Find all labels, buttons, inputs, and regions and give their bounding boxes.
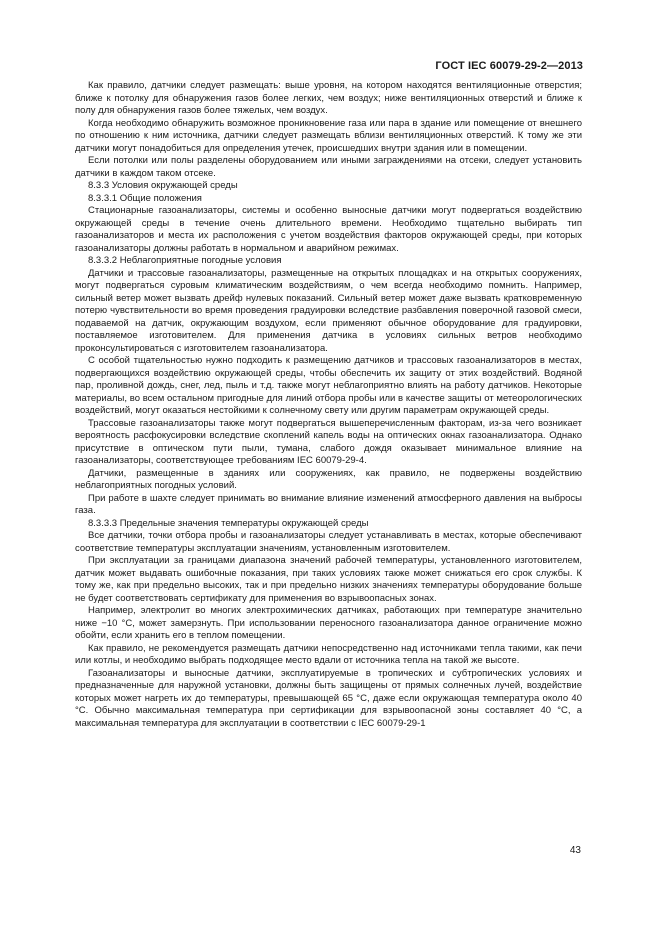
paragraph-external-ingress: Когда необходимо обнаружить возможное проникновение газа или пара в здание или помещение от внешнего по отношению к ним источника, датчики следует размещать вблизи вентиляционных отверстий. К тому же эти датчики могут понадобиться для определения утечек, происшедших внутри здания или в помещении. <box>75 117 582 154</box>
page-number: 43 <box>569 845 581 856</box>
section-heading-8-3-3-2: 8.3.3.2 Неблагоприятные погодные условия <box>88 255 282 266</box>
paragraph-general-environment: Стационарные газоанализаторы, системы и особенно выносные датчики могут подвергаться воздействию окружающей среды в течение очень длительного времени. Необходимо тщательно выбирать тип газоанализаторов и места их расположения с учетом воздействия факторов окружающей среды, при которых газоанализаторы должны работать в нормальном и аварийном режимах. <box>75 205 582 254</box>
body-text <box>75 80 582 730</box>
paragraph-mine-pressure: При работе в шахте следует принимать во внимание влияние изменений атмосферного давления на выбросы газа. <box>75 492 582 516</box>
section-heading-8-3-3: 8.3.3 Условия окружающей среды <box>88 180 238 191</box>
section-heading-8-3-3-1: 8.3.3.1 Общие положения <box>88 192 202 204</box>
paragraph-temperature-range: При эксплуатации за границами диапазона значений рабочей температуры, установленного изготовителем, датчик может выдавать ошибочные показания, при таких условиях также может снижаться его срок службы. К тому же, как при предельно высоких, так и при предельно низких значениях температуры оборудование больше не будет соответствовать сертификату для применения во взрывоопасных зонах. <box>75 555 582 604</box>
paragraph-electrolyte-freeze: Например, электролит во многих электрохимических датчиках, работающих при температуре значительно ниже −10 °С, может замерзнуть. При использовании переносного газоанализатора данное ограничение можно обойти, если хранить его в теплом помещении. <box>75 605 582 641</box>
paragraph-tropical-conditions: Газоанализаторы и выносные датчики, эксплуатируемые в тропических и субтропических условиях и предназначенные для наружной установки, должны быть защищены от прямых солнечных лучей, воздействие которых может нагреть их до температуры, превышающей 65 °С, даже если окружающая температура около 40 °С. Обычно максимальная температура при сертификации для взрывоопасной зоны составляет 40 °С, а максимальная температура для эксплуатации в соответствии с IEC 60079-29-1 <box>75 667 582 729</box>
paragraph-compartments: Если потолки или полы разделены оборудованием или иными заграждениями на отсеки, следует установить датчики в каждом таком отсеке. <box>75 155 582 179</box>
paragraph-sensor-placement: Как правило, датчики следует размещать: выше уровня, на котором находятся вентиляционные отверстия; ближе к потолку для обнаружения газов более легких, чем воздух; ниже вентиляционных отверстий и ближе к полу для обнаружения газов более тяжелых, чем воздух. <box>75 80 582 116</box>
paragraph-indoor-sensors: Датчики, размещенные в зданиях или сооружениях, как правило, не подвержены воздействию неблагоприятных погодных условий. <box>75 467 582 491</box>
paragraph-open-path: Трассовые газоанализаторы также могут подвергаться вышеперечисленным факторам, из-за чего возникает вероятность расфокусировки вследствие скоплений капель воды на оптических окнах газоанализатора. Однако присутствие в оптическом пути пыли, тумана, слабого дождя оказывает минимальное влияние на газоанализаторы, соответствующее требованиям IEC 60079-29-4. <box>75 417 582 466</box>
paragraph-temperature-placement: Все датчики, точки отбора пробы и газоанализаторы следует устанавливать в местах, которые обеспечивают соответствие температуры эксплуатации значениям, установленным изготовителем. <box>75 530 582 554</box>
section-heading-8-3-3-3: 8.3.3.3 Предельные значения температуры окружающей среды <box>88 517 369 529</box>
standard-header: ГОСТ IEC 60079-29-2—2013 <box>435 60 583 72</box>
paragraph-heat-sources: Как правило, не рекомендуется размещать датчики непосредственно над источниками тепла такими, как печи или котлы, и необходимо выбрать подходящее место вдали от источника тепла на такой же высоте. <box>75 642 582 666</box>
paragraph-weather-wind: Датчики и трассовые газоанализаторы, размещенные на открытых площадках и на открытых сооружениях, могут подвергаться суровым климатическим воздействиям, о чем всегда необходимо помнить. Например, сильный ветер может вызвать дрейф нулевых показаний. Сильный ветер может даже вызвать кратковременную потерю чувствительности во время проведения градуировки вследствие разбавления поверочной газовой смеси, подаваемой на датчик, окружающим воздухом, если применяют обычное оборудование для градуировки, поставляемое изготовителем. Для применения датчика в условиях сильных ветров необходимо проконсультироваться с изготовителем газоанализатора. <box>75 267 582 354</box>
paragraph-weather-protection: С особой тщательностью нужно подходить к размещению датчиков и трассовых газоанализаторов в местах, подвергающихся воздействию окружающей среды, чтобы обеспечить их защиту от этих воздействий. Водяной пар, проливной дождь, снег, лед, пыль и т.д. также могут неблагоприятно влиять на работу датчиков. Некоторые материалы, во всем остальном пригодные для линий отбора пробы или в качестве защиты от метеорологических воздействий, могут оказаться нестойкими к солнечному свету или другим параметрам окружающей среды. <box>75 355 582 416</box>
